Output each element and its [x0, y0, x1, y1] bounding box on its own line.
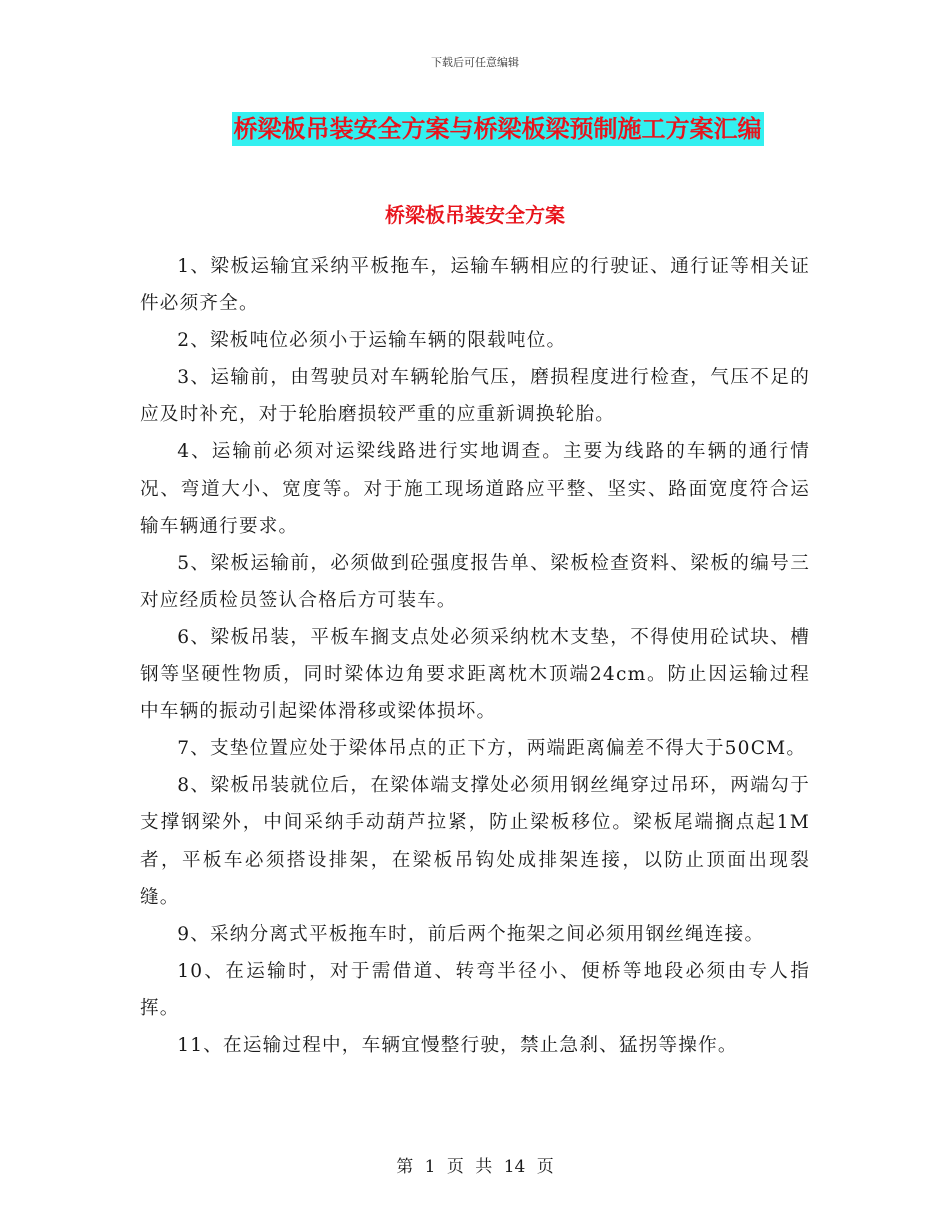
paragraph-2: 2、梁板吨位必须小于运输车辆的限载吨位。 [177, 330, 567, 352]
paragraph-4: 4、运输前必须对运梁线路进行实地调查。主要为线路的车辆的通行情况、弯道大小、宽度等。对于施工现场道路应平整、坚实、路面宽度符合运输车辆通行要求。 [140, 441, 810, 537]
document-title: 桥梁板吊装安全方案与桥梁板梁预制施工方案汇编 [232, 112, 764, 146]
page-number-footer: 第 1 页 共 14 页 [396, 1157, 554, 1177]
paragraph-6: 6、梁板吊装，平板车搁支点处必须采纳枕木支垫，不得使用砼试块、槽钢等坚硬性物质，同时梁体边角要求距离枕木顶端24cm。防止因运输过程中车辆的振动引起梁体滑移或梁体损坏。 [140, 626, 810, 723]
paragraph-5: 5、梁板运输前，必须做到砼强度报告单、梁板检查资料、梁板的编号三对应经质检员签认合格后方可装车。 [140, 552, 810, 611]
paragraph-10: 10、在运输时，对于需借道、转弯半径小、便桥等地段必须由专人指挥。 [140, 960, 810, 1019]
paragraph-7: 7、支垫位置应处于梁体吊点的正下方，两端距离偏差不得大于50CM。 [177, 738, 807, 760]
paragraph-3: 3、运输前，由驾驶员对车辆轮胎气压，磨损程度进行检查，气压不足的应及时补充，对于轮胎磨损较严重的应重新调换轮胎。 [140, 367, 810, 426]
paragraph-9: 9、采纳分离式平板拖车时，前后两个拖架之间必须用钢丝绳连接。 [177, 923, 765, 945]
document-title-wrapper [0, 112, 950, 146]
section-title: 桥梁板吊装安全方案 [385, 203, 565, 227]
paragraph-11: 11、在运输过程中，车辆宜慢整行驶，禁止急刹、猛拐等操作。 [177, 1034, 738, 1056]
paragraph-1: 1、梁板运输宜采纳平板拖车，运输车辆相应的行驶证、通行证等相关证件必须齐全。 [140, 256, 810, 315]
paragraph-8: 8、梁板吊装就位后，在梁体端支撑处必须用钢丝绳穿过吊环，两端勾于支撑钢梁外，中间采纳手动葫芦拉紧，防止梁板移位。梁板尾端搁点起1M者，平板车必须搭设排架，在梁板吊钩处成排架连接，以防止顶面出现裂缝。 [140, 775, 810, 908]
document-body [140, 248, 810, 1064]
header-note: 下载后可任意编辑 [431, 56, 519, 69]
